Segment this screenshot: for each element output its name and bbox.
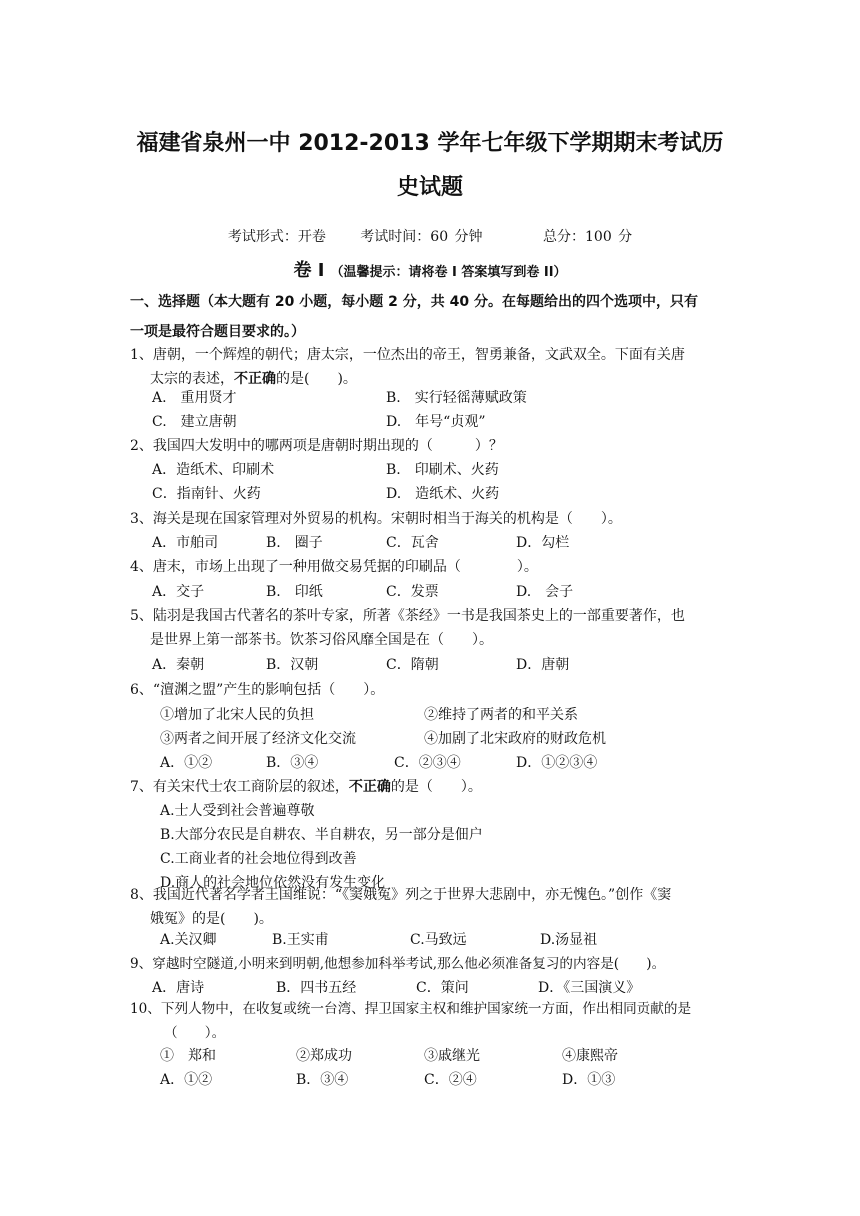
q7-emphasis: 不正确 <box>348 779 391 795</box>
q10-statement-2: ②郑成功 <box>296 1048 352 1064</box>
q5-option-b[interactable]: B．汉朝 <box>266 657 319 673</box>
q10-option-b[interactable]: B．③④ <box>296 1072 349 1088</box>
question-4 <box>130 555 740 579</box>
section-line1: 一、选择题（本大题有 20 小题，每小题 2 分，共 40 分。在每题给出的四个选项中，只有 <box>130 294 698 310</box>
q2-option-a[interactable]: A．造纸术、印刷术 <box>152 462 275 478</box>
q6-statement-3: ③两者之间开展了经济文化交流 <box>160 731 356 747</box>
q6-option-d[interactable]: D．①②③④ <box>516 755 598 771</box>
q9-option-b[interactable]: B．四书五经 <box>276 980 357 996</box>
exam-info <box>0 226 860 246</box>
q5-stem-line2: 是世界上第一部茶书。饮茶习俗风靡全国是在（ ）。 <box>150 632 493 648</box>
q4-option-c[interactable]: C．发票 <box>386 584 439 600</box>
q4-stem: 4、唐末，市场上出现了一种用做交易凭据的印刷品（ ）。 <box>130 559 538 575</box>
q2-option-c[interactable]: C．指南针、火药 <box>152 486 261 502</box>
q9-stem: 9、穿越时空隧道,小明来到明朝,他想参加科举考试,那么他必须准备复习的内容是( )。 <box>130 956 666 972</box>
q5-option-a[interactable]: A．秦朝 <box>152 657 205 673</box>
q6-statement-1: ①增加了北宋人民的负担 <box>160 707 314 723</box>
q7-stem <box>130 775 740 799</box>
question-9 <box>130 952 750 976</box>
q1-option-c[interactable]: C. 建立唐朝 <box>152 414 237 430</box>
q6-stem: 6、“澶渊之盟”产生的影响包括（ ）。 <box>130 682 385 698</box>
q10-option-c[interactable]: C．②④ <box>424 1072 477 1088</box>
q6-option-c[interactable]: C．②③④ <box>394 755 461 771</box>
volume-label: 卷 I <box>293 260 325 281</box>
q10-statement-3: ③戚继光 <box>424 1048 480 1064</box>
q9-option-a[interactable]: A．唐诗 <box>152 980 205 996</box>
question-1 <box>130 343 740 391</box>
q2-stem: 2、我国四大发明中的哪两项是唐朝时期出现的（ ）？ <box>130 438 503 454</box>
q7-option-c[interactable]: C.工商业者的社会地位得到改善 <box>160 851 357 867</box>
question-6 <box>130 678 740 702</box>
exam-form: 考试形式：开卷 <box>227 229 326 245</box>
q3-option-a[interactable]: A．市舶司 <box>152 535 219 551</box>
q3-option-b[interactable]: B. 圈子 <box>266 535 323 551</box>
q8-stem-line2: 娥冤》的是( )。 <box>150 911 273 927</box>
q4-option-b[interactable]: B. 印纸 <box>266 584 323 600</box>
q9-option-c[interactable]: C．策问 <box>416 980 469 996</box>
q6-option-a[interactable]: A．①② <box>160 755 213 771</box>
q7-option-a[interactable]: A.士人受到社会普遍尊敬 <box>160 803 315 819</box>
exam-time: 考试时间：60 分钟 <box>360 229 483 245</box>
q7-option-b[interactable]: B.大部分农民是自耕农、半自耕农，另一部分是佃户 <box>160 827 483 843</box>
q10-option-a[interactable]: A．①② <box>160 1072 213 1088</box>
q1-option-a[interactable]: A. 重用贤才 <box>152 390 237 406</box>
q10-option-d[interactable]: D．①③ <box>562 1072 616 1088</box>
exam-total: 总分：100 分 <box>543 229 633 245</box>
q1-emphasis: 不正确 <box>234 371 276 387</box>
question-10 <box>130 997 740 1045</box>
volume-tip: （温馨提示：请将卷 I 答案填写到卷 II） <box>330 265 567 280</box>
question-7 <box>130 775 740 799</box>
question-2 <box>130 434 740 458</box>
q1-stem-end: 的是( )。 <box>276 371 357 387</box>
q8-stem-line1: 8、我国近代著名学者王国维说：“《窦娥冤》列之于世界大悲剧中，亦无愧色。”创作《窦 <box>130 887 672 903</box>
q3-option-c[interactable]: C．瓦舍 <box>386 535 439 551</box>
q8-option-a[interactable]: A.关汉卿 <box>160 932 217 948</box>
q5-option-d[interactable]: D．唐朝 <box>516 657 570 673</box>
section-line2: 一项是最符合题目要求的。） <box>130 324 305 340</box>
question-3 <box>130 507 740 531</box>
page-title-line1: 福建省泉州一中 2012-2013 学年七年级下学期期末考试历 <box>136 131 724 156</box>
q1-stem-line1: 1、唐朝，一个辉煌的朝代；唐太宗，一位杰出的帝王，智勇兼备，文武双全。下面有关唐 <box>130 347 685 363</box>
q7-stem-end: 的是（ ）。 <box>390 779 482 795</box>
q10-stem-line2: （ ）。 <box>164 1025 226 1041</box>
q8-option-d[interactable]: D.汤显祖 <box>540 932 598 948</box>
q7-stem-text: 7、有关宋代士农工商阶层的叙述， <box>130 779 349 795</box>
q6-statement-2: ②维持了两者的和平关系 <box>424 707 578 723</box>
q8-option-b[interactable]: B.王实甫 <box>272 932 329 948</box>
q8-option-c[interactable]: C.马致远 <box>410 932 467 948</box>
q4-option-a[interactable]: A．交子 <box>152 584 205 600</box>
q10-stem-line1: 10、下列人物中，在收复或统一台湾、捍卫国家主权和维护国家统一方面，作出相同贡献的是 <box>130 1001 692 1017</box>
question-5 <box>130 604 740 652</box>
q7-option-d[interactable]: D.商人的社会地位依然没有发生变化 <box>160 875 386 891</box>
q1-option-d[interactable]: D. 年号“贞观” <box>386 414 486 430</box>
q5-option-c[interactable]: C．隋朝 <box>386 657 439 673</box>
question-8 <box>130 883 740 931</box>
q3-stem: 3、海关是现在国家管理对外贸易的机构。宋朝时相当于海关的机构是（ ）。 <box>130 511 622 527</box>
page-title-line2: 史试题 <box>396 175 463 200</box>
section-heading <box>130 287 735 347</box>
q10-statement-4: ④康熙帝 <box>562 1048 618 1064</box>
q5-stem-line1: 5、陆羽是我国古代著名的茶叶专家，所著《茶经》一书是我国茶史上的一部重要著作，也 <box>130 608 685 624</box>
q2-option-d[interactable]: D. 造纸术、火药 <box>386 486 500 502</box>
q6-statement-4: ④加剧了北宋政府的财政危机 <box>424 731 606 747</box>
volume-heading <box>0 256 860 282</box>
q6-option-b[interactable]: B．③④ <box>266 755 319 771</box>
q1-stem-text: 太宗的表述， <box>150 371 234 387</box>
q10-statement-1: ① 郑和 <box>160 1048 216 1064</box>
q2-option-b[interactable]: B. 印刷术、火药 <box>386 462 499 478</box>
q9-option-d[interactable]: D．《三国演义》 <box>538 980 641 996</box>
q4-option-d[interactable]: D. 会子 <box>516 584 574 600</box>
q1-option-b[interactable]: B. 实行轻徭薄赋政策 <box>386 390 527 406</box>
q3-option-d[interactable]: D．勾栏 <box>516 535 570 551</box>
